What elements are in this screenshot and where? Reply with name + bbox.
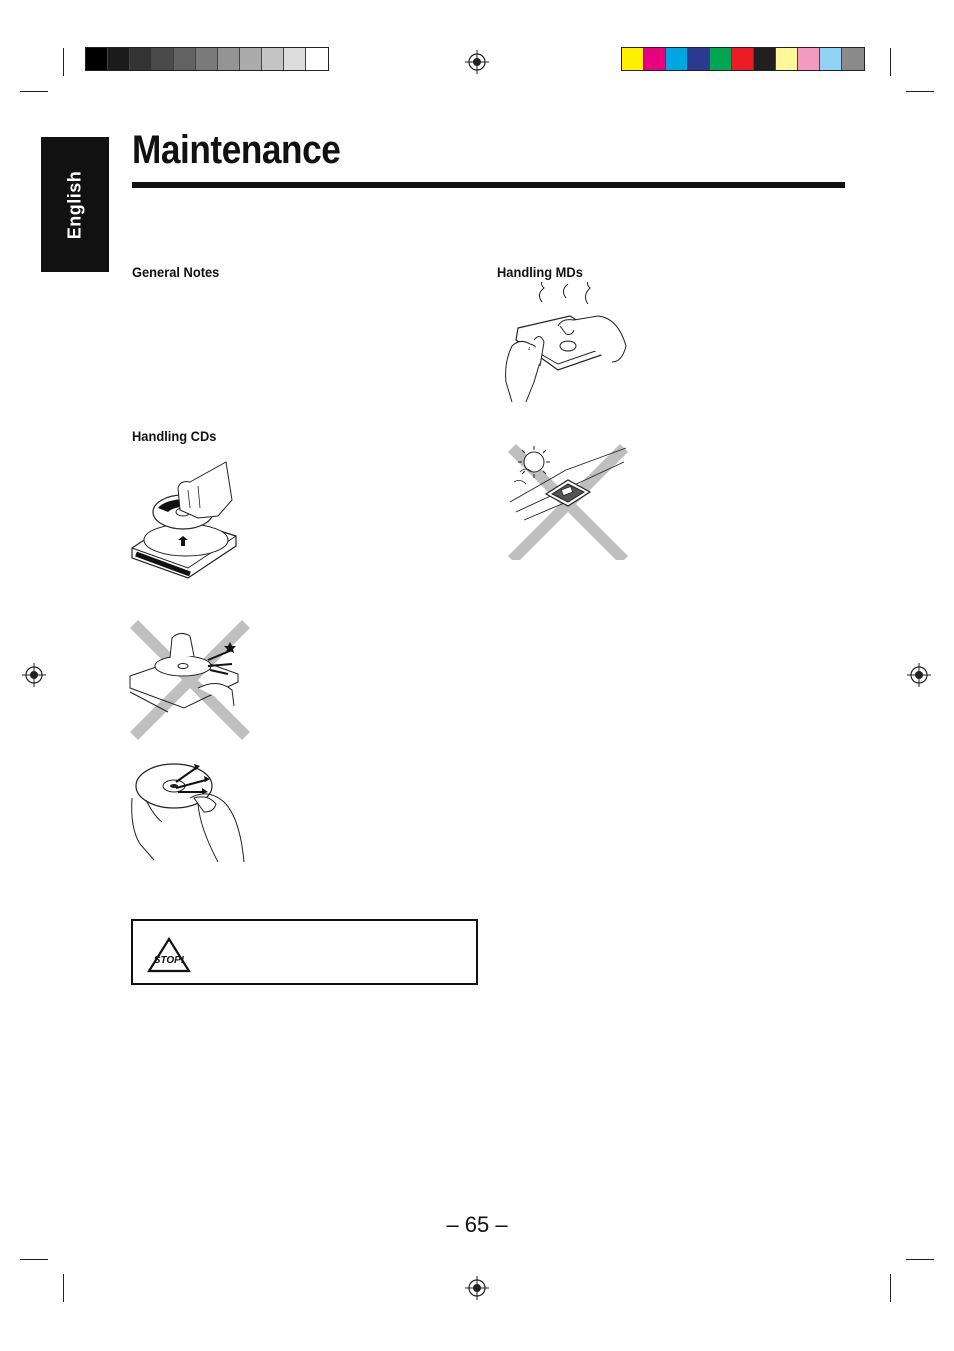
registration-mark-icon [907,663,931,687]
grayscale-swatch-10 [284,48,306,70]
process-color-swatch-5 [710,48,732,70]
title-divider [132,182,845,188]
process-color-swatch-4 [688,48,710,70]
md-handling-illustration [500,282,632,404]
crop-mark [906,1259,934,1260]
process-color-swatch-11 [842,48,864,70]
cd-case-illustration [128,460,240,584]
svg-text:STOP!: STOP! [153,955,185,966]
process-color-swatch-1 [622,48,644,70]
grayscale-swatch-6 [196,48,218,70]
caution-box [131,919,478,985]
grayscale-swatch-7 [218,48,240,70]
language-tab-label: English [64,170,85,239]
page-number: – 65 – [446,1212,508,1237]
crop-mark [63,1274,64,1302]
md-sunlight-illustration [506,442,632,560]
crop-mark [63,48,64,76]
crop-mark [20,91,48,92]
cd-cleaning-illustration [128,758,248,866]
general-notes-heading: General Notes [132,264,220,280]
process-color-swatch-7 [754,48,776,70]
crop-mark [890,48,891,76]
grayscale-swatch-5 [174,48,196,70]
handling-mds-heading: Handling MDs [497,264,583,280]
cd-wrong-handling-illustration [128,616,252,740]
grayscale-bar [85,47,329,71]
registration-mark-icon [22,663,46,687]
crop-mark [890,1274,891,1302]
page-title: Maintenance [132,128,341,172]
grayscale-swatch-4 [152,48,174,70]
process-color-swatch-8 [776,48,798,70]
process-color-swatch-6 [732,48,754,70]
process-color-swatch-10 [820,48,842,70]
grayscale-swatch-9 [262,48,284,70]
handling-cds-heading: Handling CDs [132,428,217,444]
process-color-swatch-3 [666,48,688,70]
registration-mark-icon [465,50,489,74]
grayscale-swatch-3 [130,48,152,70]
language-tab [41,137,109,272]
crop-mark [906,91,934,92]
process-color-swatch-9 [798,48,820,70]
grayscale-swatch-8 [240,48,262,70]
process-color-swatch-2 [644,48,666,70]
stop-warning-icon [147,937,191,973]
process-color-bar [621,47,865,71]
grayscale-swatch-2 [108,48,130,70]
grayscale-swatch-1 [86,48,108,70]
grayscale-swatch-11 [306,48,328,70]
registration-mark-icon [465,1276,489,1300]
crop-mark [20,1259,48,1260]
